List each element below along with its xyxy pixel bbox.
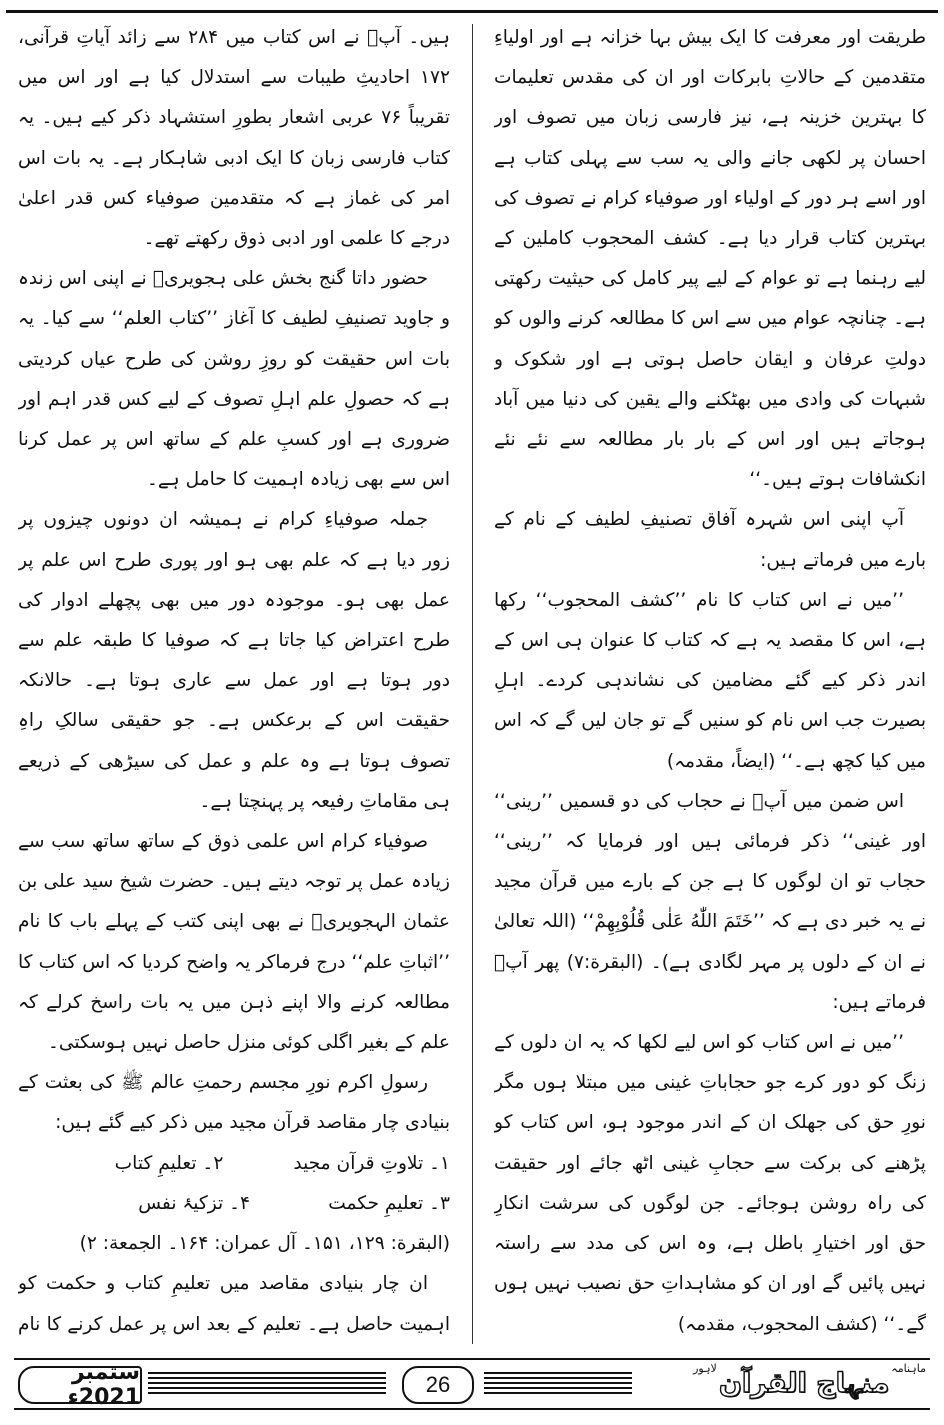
magazine-name: منہاج القرآن	[718, 1368, 890, 1399]
top-rule	[6, 10, 938, 13]
right-quote-1: ’’میں نے اس کتاب کا نام ’’کشف المحجوب‘‘ رکھا ہے، اس کا مقصد یہ ہے کہ کتاب کا عنوان ہی اس کے اندر ذکر کیے گئے مضامین کی نشاندہی کردے۔ اہلِ بصیرت جب اس نام کو سنیں گے تو جان لیں گے کہ اس میں کیا کچھ ہے۔‘‘ (ایضاً، مقدمہ)	[494, 589, 926, 772]
magazine-city: لاہور	[693, 1362, 717, 1375]
objective-3: ۳۔ تعلیمِ حکمت	[328, 1192, 450, 1214]
left-paragraph-3: جملہ صوفیاءِ کرام نے ہمیشہ ان دونوں چیزوں پر زور دیا ہے کہ علم بھی ہو اور پوری طرح اس علم پر عمل بھی ہو۔ موجودہ دور میں بھی پچھلے ادوار کی طرح اعتراض کیا جاتا ہے کہ صوفیا کا طبقہ علم سے دور ہوتا ہے اور عمل سے عاری ہوتا ہے۔ حالانکہ حقیقت اس کے برعکس ہے۔ جو حقیقی سالکِ راہِ تصوف ہوتا ہے وہ علم و عمل کی سیڑھی کے ذریعے ہی مقاماتِ رفیعہ پر پہنچتا ہے۔	[18, 509, 450, 812]
left-paragraph-1: ہیں۔ آپؒ نے اس کتاب میں ۲۸۴ سے زائد آیاتِ قرآنی، ۱۷۲ احادیثِ طیبات سے استدلال کیا ہے اور اس میں تقریباً ۷۶ عربی اشعار بطورِ استشہاد ذکر کیے ہیں۔ یہ کتاب فارسی زبان کا ایک ادبی شاہکار ہے۔ یہ بات اس امر کی غماز ہے کہ متقدمین صوفیاء کس قدر اعلیٰ درجے کا علمی اور ادبی ذوق رکھتے تھے۔	[18, 27, 450, 250]
page-footer	[14, 1358, 930, 1410]
right-paragraph-2: آپ اپنی اس شہرہ آفاق تصنیفِ لطیف کے نام کے بارے میں فرماتے ہیں:	[494, 509, 926, 571]
issue-date: ستمبر 2021ء	[18, 1366, 142, 1404]
left-paragraph-4: صوفیاء کرام اس علمی ذوق کے ساتھ ساتھ سب سے زیادہ عمل پر توجہ دیتے ہیں۔ حضرت شیخ سید علی بن عثمان الہجویریؒ نے بھی اپنی کتب کے پہلے باب کا نام ’’اثباتِ علم‘‘ درج فرماکر یہ واضح کردیا کہ اس کتاب کا مطالعہ کرنے والا اپنے ذہن میں یہ بات راسخ کرلے کہ علم کے بغیر اگلی کوئی منزل حاصل نہیں ہوسکتی۔	[18, 831, 450, 1054]
left-paragraph-2: حضور داتا گنج بخش علی ہجویریؒ نے اپنی اس زندہ و جاوید تصنیفِ لطیف کا آغاز ’’کتاب العلم‘‘ سے کیا۔ یہ بات اس حقیقت کو روزِ روشن کی طرح عیاں کردیتی ہے کہ حصولِ علم اہلِ تصوف کے لیے کس قدر اہم اور ضروری ہے اور کسبِ علم کے ساتھ اس پر عمل کرنا اس سے بھی زیادہ اہمیت کا حامل ہے۔	[18, 268, 450, 491]
left-paragraph-6: ان چار بنیادی مقاصد میں تعلیمِ کتاب و حکمت کو اہمیت حاصل ہے۔ تعلیم کے بعد اس پر عمل کرنے کا نام	[18, 1273, 450, 1335]
objective-4: ۴۔ تزکیۂ نفس	[138, 1192, 250, 1214]
page-body	[10, 18, 934, 1346]
column-divider	[472, 24, 473, 1344]
footer-stripes-left	[148, 1372, 386, 1396]
objectives-reference: (البقرة: ۱۲۹، ۱۵۱۔ آل عمران: ۱۶۴۔ الجمعة: ۲)	[79, 1233, 450, 1255]
objectives-row-2	[18, 1184, 450, 1224]
right-paragraph-1: طریقت اور معرفت کا ایک بیش بہا خزانہ ہے اور اولیاءِ متقدمین کے حالاتِ بابرکات اور ان کی مقدس تعلیمات کا بہترین خزینہ ہے، نیز فارسی زبان میں تصوف اور احسان پر لکھی جانے والی یہ سب سے پہلی کتاب ہے اور اسے ہر دور کے اولیاء اور صوفیاء کرام نے تصوف کی بہترین کتاب قرار دیا ہے۔ کشف المحجوب کاملین کے لیے رہنما ہے تو عوام کے لیے پیر کامل کی حیثیت رکھتی ہے۔ چنانچہ عوام میں سے اس کا مطالعہ کرنے والوں کو دولتِ عرفان و ایقان حاصل ہوتی ہے اور شکوک و شبہات کی وادی میں بھٹکنے والے یقین کی دنیا میں آباد ہوجاتے ہیں اور اس کے بار بار مطالعہ سے نئے نئے انکشافات ہوتے ہیں۔‘‘	[494, 27, 926, 491]
page-number: 26	[402, 1366, 474, 1404]
right-paragraph-4: اس ضمن میں آپؒ نے حجاب کی دو قسمیں ’’رینی‘‘ اور غینی‘‘ ذکر فرمائی ہیں اور فرمایا کہ ’’رینی‘‘ حجاب تو ان لوگوں کا ہے جن کے بارے میں قرآن مجید نے یہ خبر دی ہے کہ ’’خَتَمَ اللّٰهُ عَلٰی قُلُوْبِهِمْ‘‘ (اللہ تعالیٰ نے ان کے دلوں پر مہر لگادی ہے)۔ (البقرة:۷) پھر آپؒ فرماتے ہیں:	[494, 790, 926, 1013]
magazine-prefix: ماہنامہ	[891, 1362, 926, 1375]
objective-1: ۱۔ تلاوتِ قرآن مجید	[293, 1152, 450, 1174]
magazine-masthead	[626, 1362, 926, 1402]
right-paragraph-6	[494, 1345, 926, 1346]
footer-inner	[14, 1360, 930, 1410]
footer-stripes-right	[484, 1372, 632, 1396]
left-column	[18, 18, 450, 1346]
left-paragraph-5: رسولِ اکرم نورِ مجسم رحمتِ عالم ﷺ کی بعثت کے بنیادی چار مقاصد قرآن مجید میں ذکر کیے گئے ہیں:	[18, 1072, 450, 1134]
right-column	[494, 18, 926, 1346]
objectives-list	[18, 1144, 450, 1224]
right-quote-2: ’’میں نے اس کتاب کو اس لیے لکھا کہ یہ ان دلوں کے زنگ کو دور کرے جو حجاباتِ غینی میں مبتلا ہوں مگر نورِ حق کی جھلک ان کے اندر موجود ہو، اس کتاب کو پڑھنے کی برکت سے حجابِ غینی اٹھ جائے اور حقیقت کی راہ روشن ہوجائے۔ جن لوگوں کی سرشت انکارِ حق اور اختیارِ باطل ہے، وہ اس کی مدد سے راستہ نہیں پائیں گے اور ان کو مشاہداتِ حق نصیب نہیں ہوں گے۔‘‘ (کشف المحجوب، مقدمہ)	[494, 1032, 926, 1335]
objectives-row-1	[18, 1144, 450, 1184]
objective-2: ۲۔ تعلیمِ کتاب	[114, 1152, 224, 1174]
